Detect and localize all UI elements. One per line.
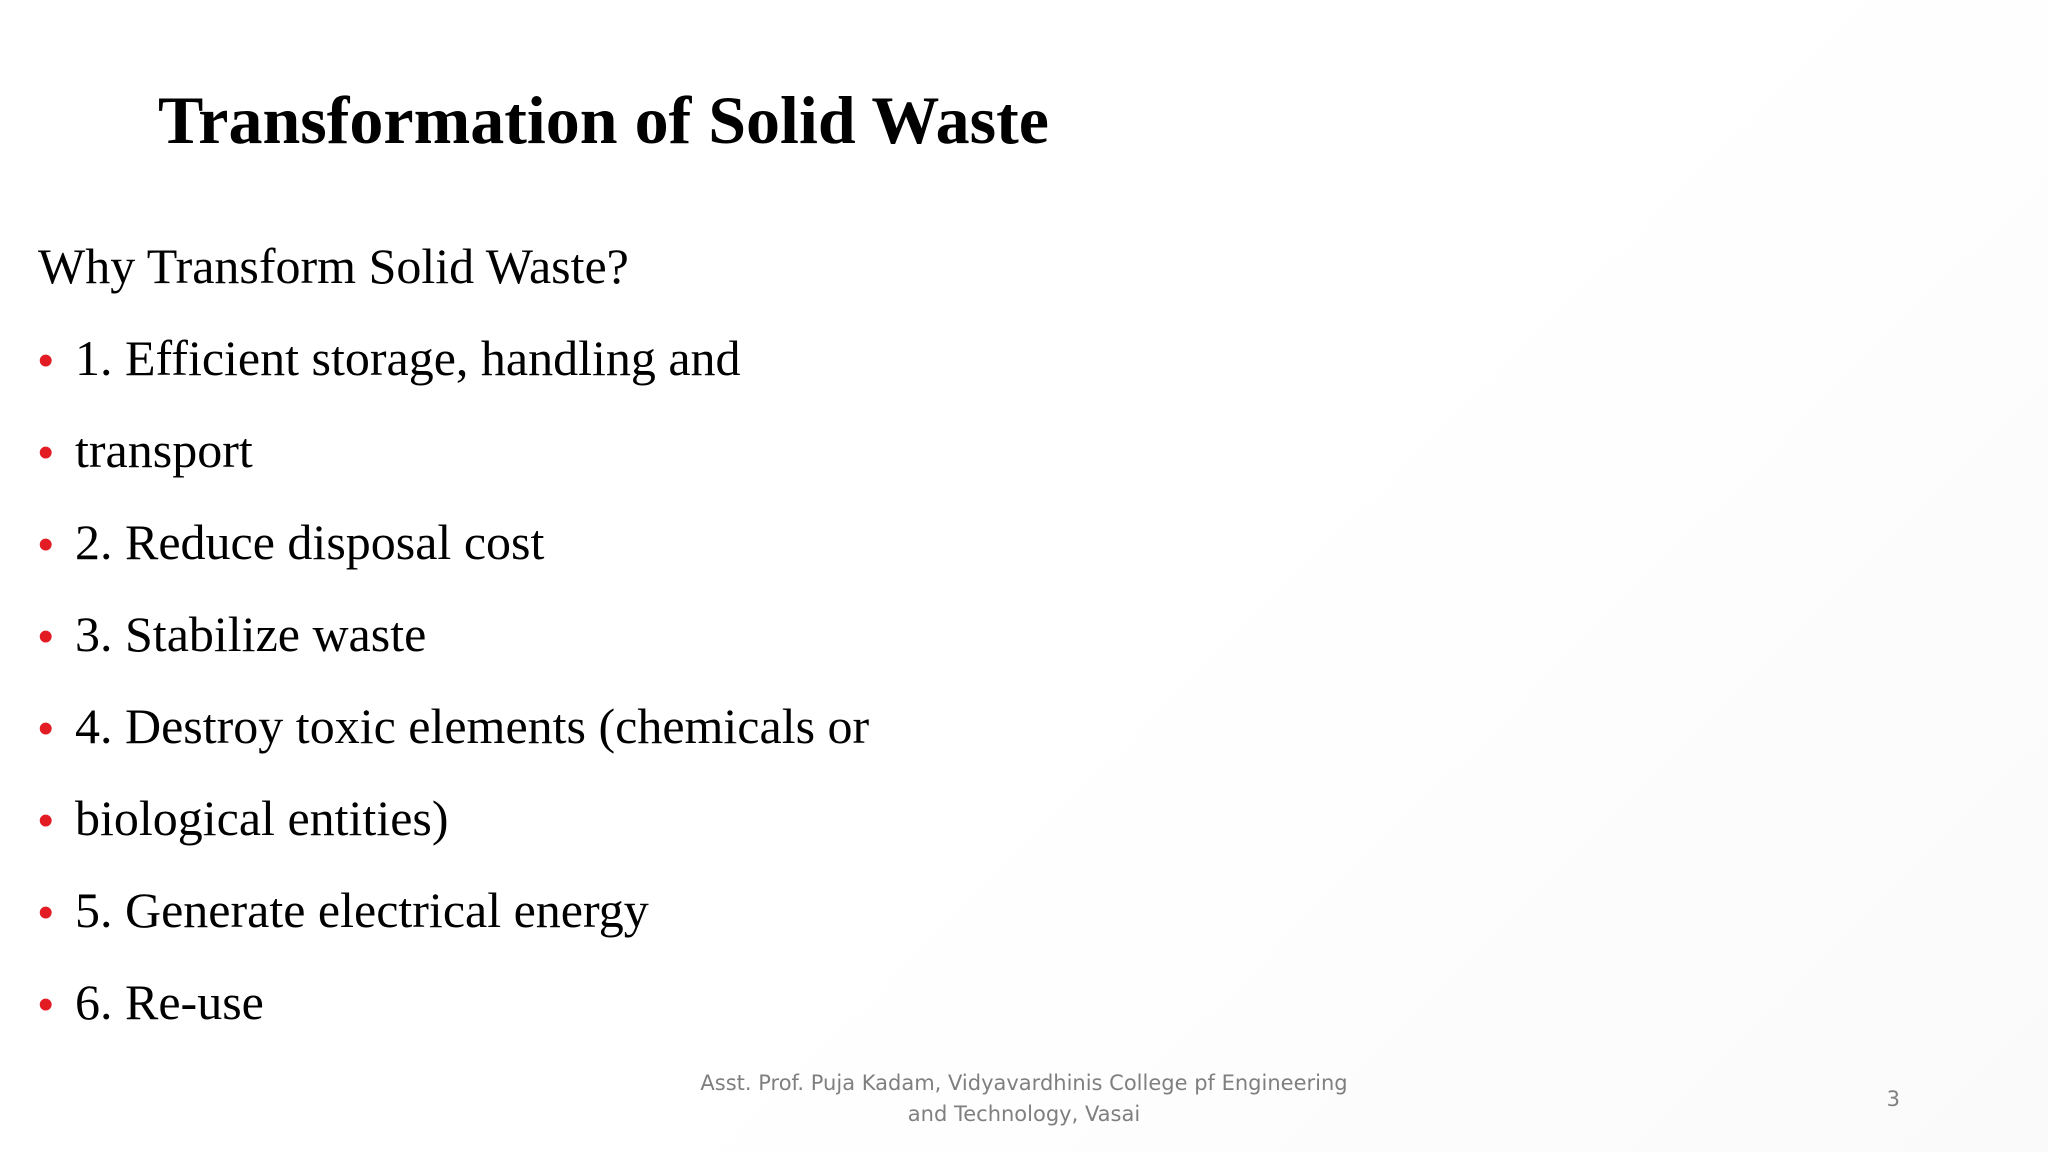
bullet-item xyxy=(38,418,869,510)
bullet-text: 4. Destroy toxic elements (chemicals or xyxy=(75,698,870,754)
bullet-dot-icon: • xyxy=(38,980,54,1029)
bullet-dot-icon: • xyxy=(38,612,54,661)
bullet-dot-icon: • xyxy=(38,888,54,937)
bullet-text: biological entities) xyxy=(75,790,449,846)
bullet-dot-icon: • xyxy=(38,520,54,569)
bullet-item xyxy=(38,878,869,970)
page-number: 3 xyxy=(1886,1087,1900,1111)
footer-line-2: and Technology, Vasai xyxy=(907,1102,1141,1126)
bullet-text: 6. Re-use xyxy=(75,974,264,1030)
bullet-item xyxy=(38,694,869,786)
slide-title: Transformation of Solid Waste xyxy=(158,82,1049,158)
bullet-text: 5. Generate electrical energy xyxy=(75,882,649,938)
footer-line-1: Asst. Prof. Puja Kadam, Vidyavardhinis College pf Engineering xyxy=(700,1071,1348,1095)
bullet-text: 3. Stabilize waste xyxy=(75,606,427,662)
bullet-item xyxy=(38,326,869,418)
bullet-text: transport xyxy=(75,422,253,478)
bullet-item xyxy=(38,786,869,878)
bullet-list xyxy=(38,326,869,1062)
bullet-item xyxy=(38,510,869,602)
bullet-text: 1. Efficient storage, handling and xyxy=(75,330,741,386)
bullet-item xyxy=(38,602,869,694)
bullet-dot-icon: • xyxy=(38,428,54,477)
bullet-dot-icon: • xyxy=(38,704,54,753)
slide-footer xyxy=(624,1068,1424,1130)
bullet-text: 2. Reduce disposal cost xyxy=(75,514,545,570)
bullet-item xyxy=(38,970,869,1062)
bullet-dot-icon: • xyxy=(38,336,54,385)
bullet-dot-icon: • xyxy=(38,796,54,845)
slide-subtitle: Why Transform Solid Waste? xyxy=(38,238,629,294)
